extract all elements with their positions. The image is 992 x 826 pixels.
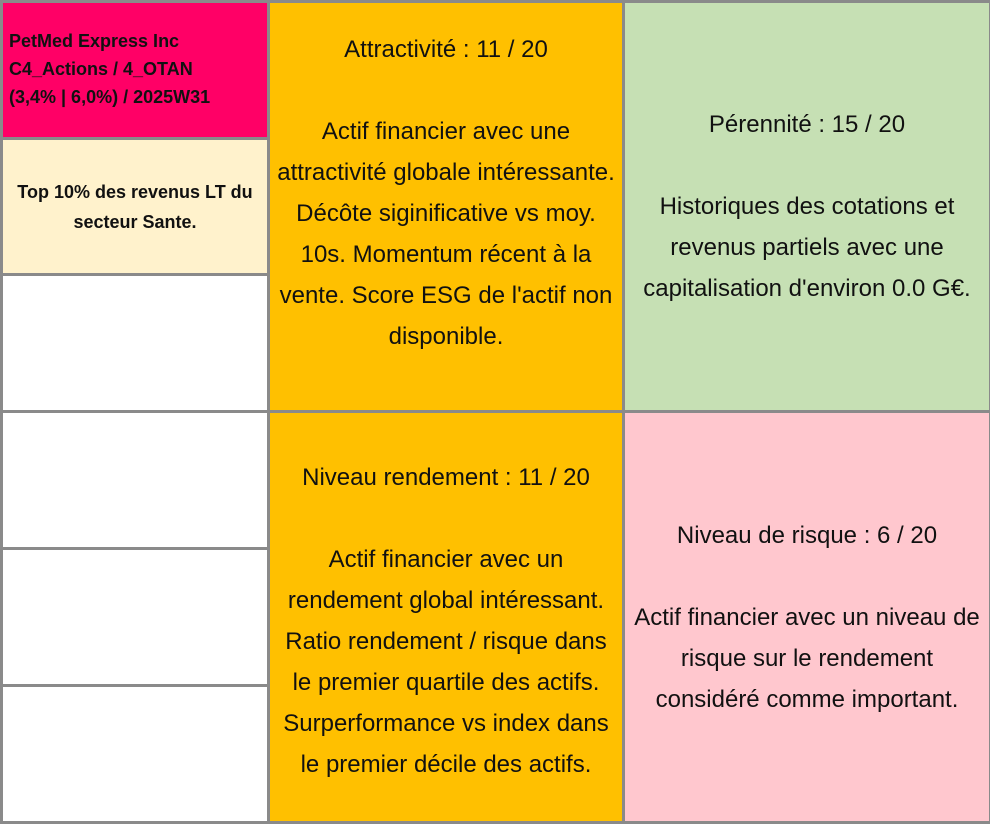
rendement-cell <box>270 413 622 821</box>
risque-cell <box>625 413 989 821</box>
perennite-cell <box>625 3 989 410</box>
asset-title-cell <box>3 3 267 137</box>
rendement-title: Niveau rendement : 11 / 20 <box>302 464 590 491</box>
perennite-title: Pérennité : 15 / 20 <box>708 111 906 138</box>
sector-note-cell <box>3 140 267 273</box>
empty-cell <box>3 550 267 684</box>
empty-cell <box>3 687 267 821</box>
attractivite-title: Attractivité : 11 / 20 <box>344 36 548 63</box>
empty-cell <box>3 413 267 547</box>
attractivite-cell <box>270 3 622 410</box>
perennite-text: Historiques des cotations et revenus partiels avec une capitalisation d'environ 0.0 G€. <box>643 193 971 302</box>
sector-note: Top 10% des revenus LT du secteur Sante. <box>17 181 253 232</box>
attractivite-text: Actif financier avec une attractivité globale intéressante. Décôte siginificative vs moy. 10s. Momentum récent à la vente. Score ESG de l'actif non disponible. <box>277 118 615 350</box>
empty-cell <box>3 276 267 410</box>
risque-text: Actif financier avec un niveau de risque sur le rendement considéré comme important. <box>634 603 980 713</box>
asset-title <box>9 27 210 111</box>
asset-name: PetMed Express Inc <box>9 31 180 51</box>
rendement-text: Actif financier avec un rendement global intéressant. Ratio rendement / risque dans le premier quartile des actifs. Surperformance vs index dans le premier décile des actifs. <box>283 546 609 778</box>
asset-weights-week: (3,4% | 6,0%) / 2025W31 <box>9 87 211 107</box>
risque-title: Niveau de risque : 6 / 20 <box>676 521 938 549</box>
asset-category: C4_Actions / 4_OTAN <box>9 59 193 79</box>
